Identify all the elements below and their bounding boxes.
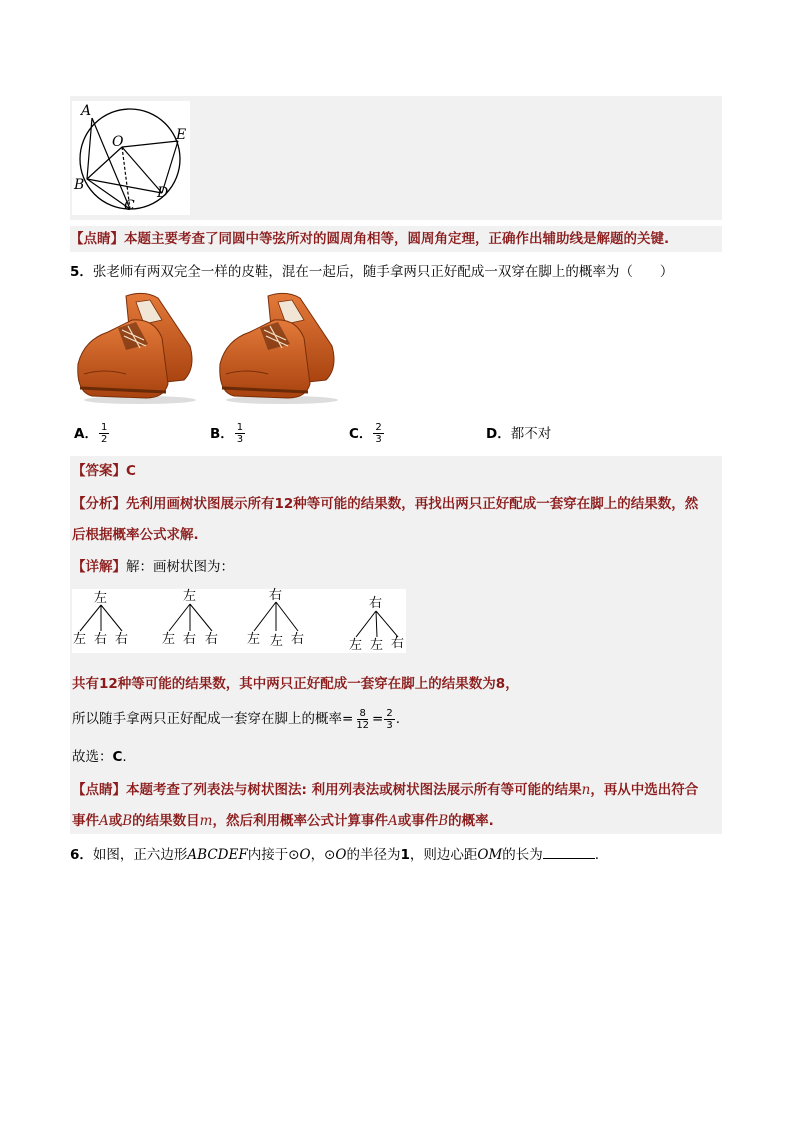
option-d[interactable]: D． 都不对 (486, 426, 552, 442)
tree-diagram (72, 589, 406, 653)
tree-leaf: 左 (270, 634, 284, 649)
fraction: $\frac{1}{2}$ (100, 422, 108, 445)
label-c: C (124, 198, 135, 214)
probability-line: 所以随手拿两只正好配成一套穿在脚上的概率= $\frac{8}{12}$ = $\frac{2}{3}$ . (72, 707, 401, 731)
tree-leaf: 左 (370, 638, 384, 653)
label-d: D (157, 185, 169, 201)
choose-line: 故选：C. (72, 749, 127, 765)
tree-root: 左 (94, 591, 108, 606)
tree-leaf: 右 (94, 632, 108, 647)
tree-root: 右 (269, 588, 283, 603)
detail-line: 【详解】解：画树状图为： (72, 559, 234, 575)
tree-leaf: 右 (205, 632, 219, 647)
dianjing-1: 【点睛】本题主要考查了同圆中等弦所对的圆周角相等，圆周角定理，正确作出辅助线是解题的关键. (70, 226, 722, 252)
label-e: E (176, 127, 187, 143)
label-a: A (81, 103, 92, 119)
tree-leaf: 左 (247, 632, 261, 647)
shoes-image-1 (74, 288, 200, 406)
circle-figure (72, 101, 190, 215)
result-line: 共有12种等可能的结果数，其中两只正好配成一套穿在脚上的结果数为8， (72, 676, 519, 692)
tree-leaf: 左 (349, 638, 363, 653)
option-c[interactable]: C． $\frac{2}{3}$ (349, 422, 382, 445)
fraction: $\frac{8}{12}$ (356, 707, 370, 731)
analysis-line-2: 后根据概率公式求解. (72, 527, 199, 543)
label-o: O (112, 134, 124, 150)
tree-leaf: 右 (183, 632, 197, 647)
option-b[interactable]: B． $\frac{1}{3}$ (210, 422, 244, 445)
dianjing-2-line-2: 事件A或B的结果数目m，然后利用概率公式计算事件A或事件B的概率. (72, 813, 494, 829)
shoe-pair-graphic (216, 288, 342, 406)
option-a[interactable]: A． $\frac{1}{2}$ (74, 422, 108, 445)
tree-leaf: 左 (73, 632, 87, 647)
label-b: B (74, 177, 85, 193)
tree-root: 右 (369, 596, 383, 611)
question-5: 5．张老师有两双完全一样的皮鞋，混在一起后，随手拿两只正好配成一双穿在脚上的概率为（ ） (70, 264, 674, 280)
shoes-image-2 (216, 288, 342, 406)
question-6: 6．如图，正六边形ABCDEF内接于⊙O，⊙O的半径为1，则边心距OM的长为 . (70, 844, 599, 865)
fraction: $\frac{2}{3}$ (375, 422, 382, 445)
dianjing-2-line-1: 【点睛】本题考查了列表法与树状图法: 利用列表法或树状图法展示所有等可能的结果n，再从中选出符合 (72, 782, 699, 798)
tree-leaf: 右 (291, 632, 305, 647)
answer-blank[interactable] (543, 844, 595, 859)
tree-root: 左 (183, 589, 197, 604)
answer-line: 【答案】C (72, 463, 136, 479)
tree-leaf: 左 (162, 632, 176, 647)
analysis-line-1: 【分析】先利用画树状图展示所有12种等可能的结果数，再找出两只正好配成一套穿在脚上的结果数，然 (72, 496, 699, 512)
tree-leaf: 右 (115, 632, 129, 647)
fraction: $\frac{1}{3}$ (236, 422, 244, 445)
shoe-pair-graphic (74, 288, 200, 406)
tree-leaf: 右 (391, 636, 405, 651)
fraction: $\frac{2}{3}$ (386, 707, 393, 731)
